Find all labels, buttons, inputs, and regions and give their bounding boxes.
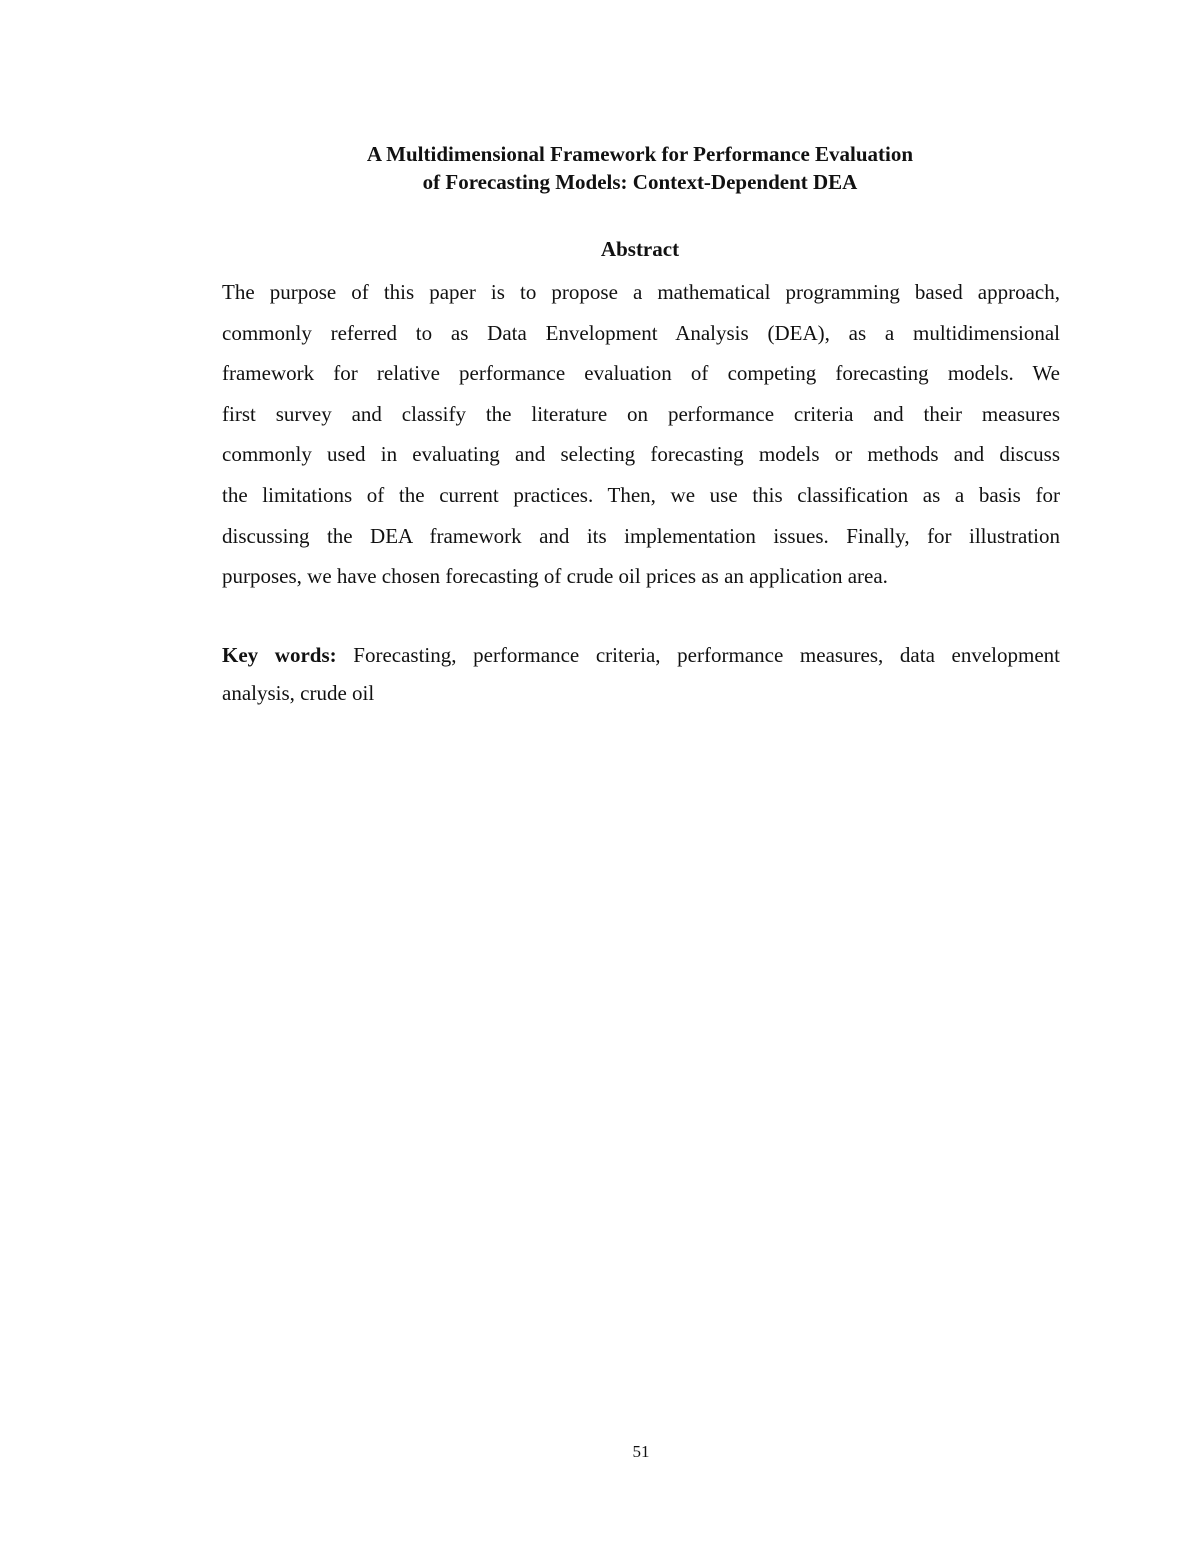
paper-title	[220, 140, 1060, 196]
abstract-line: framework for relative performance evaluation of competing forecasting models. We	[222, 361, 1060, 386]
abstract-body	[222, 272, 1060, 597]
keywords-line-1	[222, 636, 1060, 674]
abstract-line: The purpose of this paper is to propose a mathematical programming based approach,	[222, 280, 1060, 304]
keywords-section	[222, 636, 1060, 712]
abstract-line: commonly used in evaluating and selecting forecasting models or methods and discuss	[222, 442, 1060, 467]
keywords-text: Forecasting, performance criteria, performance measures, data envelopment	[353, 643, 1060, 667]
paper-title-line-1: A Multidimensional Framework for Performance Evaluation	[366, 142, 914, 166]
keywords-line-2: analysis, crude oil	[222, 681, 375, 705]
page-number: 51	[632, 1442, 650, 1461]
paper-title-line-2: of Forecasting Models: Context-Dependent DEA	[422, 170, 858, 194]
abstract-line: discussing the DEA framework and its implementation issues. Finally, for illustration	[222, 523, 1060, 548]
abstract-line: first survey and classify the literature on performance criteria and their measures	[222, 401, 1060, 426]
abstract-line: the limitations of the current practices. Then, we use this classification as a basis for	[222, 482, 1060, 507]
abstract-line: commonly referred to as Data Envelopment Analysis (DEA), as a multidimensional	[222, 320, 1060, 345]
keywords-label: Key words:	[222, 643, 337, 667]
abstract-line: purposes, we have chosen forecasting of crude oil prices as an application area.	[222, 564, 888, 589]
abstract-heading: Abstract	[600, 237, 680, 261]
